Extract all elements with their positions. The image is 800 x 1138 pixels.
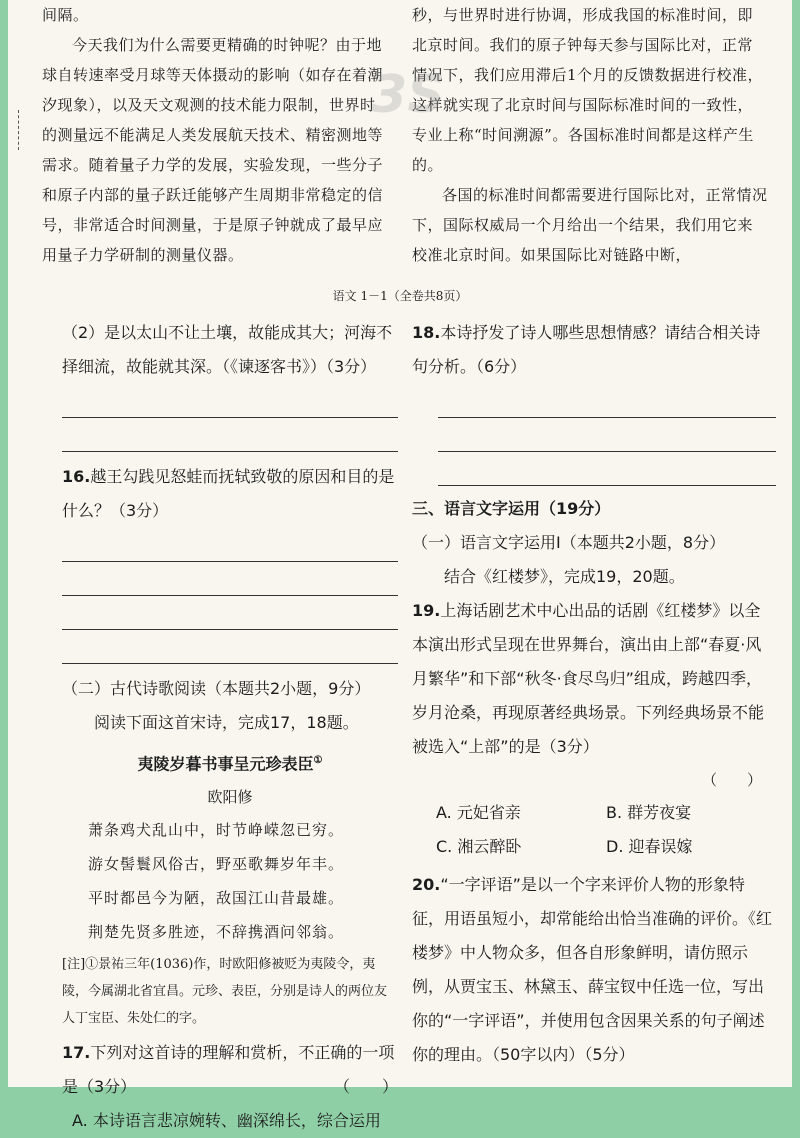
- answer-line[interactable]: [438, 452, 776, 486]
- subsection-heading: （一）语言文字运用Ⅰ（本题共2小题，8分）: [412, 533, 726, 552]
- answer-line[interactable]: [438, 384, 776, 418]
- section-intro: 阅读下面这首宋诗，完成17，18题。: [94, 713, 359, 732]
- left-column: [62, 316, 398, 1138]
- options-grid: [412, 796, 776, 864]
- poem-line: 荆楚先贤多胜迹，不辞携酒问邻翁。: [88, 923, 345, 942]
- poem-line: 平时都邑今为陋，敌国江山昔最雄。: [88, 889, 345, 908]
- question-text: 本诗抒发了诗人哪些思想情感？请结合相关诗句分析。（6分）: [412, 323, 761, 376]
- question-text: 上海话剧艺术中心出品的话剧《红楼梦》以全本演出形式呈现在世界舞台，演出由上部“春夏·风月繁华”和下部“秋冬·食尽鸟归”组成，跨越四季，岁月沧桑，再现原著经典场景。下列经典场景不能被选入“上部”的是（3分）: [412, 601, 765, 756]
- section-heading: （二）古代诗歌阅读（本题共2小题，9分）: [62, 679, 371, 698]
- section-heading: 三、语言文字运用（19分）: [412, 499, 611, 518]
- answer-line[interactable]: [62, 630, 398, 664]
- question-18: [412, 316, 776, 384]
- answer-bracket[interactable]: （ ）: [333, 1077, 398, 1097]
- binding-mark: [18, 110, 21, 150]
- option-a: A. 本诗语言悲凉婉转、幽深绵长，综合运用: [72, 1111, 381, 1131]
- question-number: 17.: [62, 1043, 91, 1063]
- passage-paragraph: 各国的标准时间都需要进行国际比对，正常情况下，国际权威局一个月给出一个结果，我们用它来校准北京时间。如果国际比对链路中断，: [412, 186, 768, 264]
- right-column: [412, 316, 776, 1072]
- question-number: 18.: [412, 323, 441, 342]
- watermark-logo: 3S: [371, 65, 445, 125]
- poem-title-text: 夷陵岁暮书事呈元珍表臣: [137, 754, 314, 774]
- question-15-2: （2）是以太山不让土壤，故能成其大；河海不择细流，故能就其深。（《谏逐客书》）（3分）: [62, 323, 393, 376]
- option-b[interactable]: B. 群芳夜宴: [606, 803, 692, 822]
- answer-line[interactable]: [438, 418, 776, 452]
- answer-line[interactable]: [62, 384, 398, 418]
- answer-line[interactable]: [62, 562, 398, 596]
- question-text: 越王勾践见怒蛙而抚轼致敬的原因和目的是什么？（3分）: [62, 467, 395, 520]
- passage-paragraph: 间隔。: [42, 6, 89, 24]
- question-17: [62, 1036, 398, 1104]
- answer-area: [412, 384, 776, 486]
- question-number: 16.: [62, 467, 91, 486]
- footnote-mark: ①: [313, 755, 323, 766]
- option-a[interactable]: A. 元妃省亲: [436, 803, 521, 822]
- question-19: [412, 594, 776, 764]
- option-c[interactable]: C. 湘云醉卧: [436, 837, 522, 856]
- section-intro: 结合《红楼梦》，完成19，20题。: [444, 567, 685, 586]
- answer-bracket[interactable]: （ ）: [701, 771, 762, 789]
- question-number: 19.: [412, 601, 441, 620]
- question-20: [412, 868, 776, 1072]
- answer-line[interactable]: [62, 596, 398, 630]
- passage-paragraph: 秒，与世界时进行协调，形成我国的标准时间，即北京时间。我们的原子钟每天参与国际比对，正常情况下，我们应用滞后1个月的反馈数据进行校准，这样就实现了北京时间与国际标准时间的一致性，专业上称“时间溯源”。各国标准时间都是这样产生的。: [412, 6, 764, 174]
- poem-author: 欧阳修: [207, 788, 253, 807]
- poem-line: 游女髻鬟风俗古，野巫歌舞岁年丰。: [88, 855, 345, 874]
- page-content: [8, 0, 792, 1131]
- passage-paragraph: 今天我们为什么需要更精确的时钟呢？由于地球自转速率受月球等天体摄动的影响（如存在着潮汐现象），以及天文观测的技术能力限制，世界时的测量远不能满足人类发展航天技术、精密测地等需求。随着量子力学的发展，实验发现，一些分子和原子内部的量子跃迁能够产生周期非常稳定的信号，非常适合时间测量，于是原子钟就成了最早应用量子力学研制的测量仪器。: [42, 36, 384, 264]
- exam-page: [8, 0, 792, 1131]
- poem-title: [62, 744, 398, 781]
- question-16: [62, 460, 398, 528]
- answer-line[interactable]: [62, 528, 398, 562]
- question-text: 下列对这首诗的理解和赏析，不正确的一项是（3分）: [62, 1043, 395, 1097]
- question-number: 20.: [412, 875, 441, 894]
- option-d[interactable]: D. 迎春误嫁: [606, 837, 693, 856]
- page-footer: 语文 1－1（全卷共8页）: [332, 289, 468, 303]
- poem-note: [注]①景祐三年(1036)作，时欧阳修被贬为夷陵令，夷陵，今属湖北省宜昌。元珍、表臣，分别是诗人的两位友人丁宝臣、朱处仁的字。: [62, 957, 388, 1027]
- answer-line[interactable]: [62, 418, 398, 452]
- question-text: “一字评语”是以一个字来评价人物的形象特征，用语虽短小，却常能给出恰当准确的评价。《红楼梦》中人物众多，但各自形象鲜明，请仿照示例，从贾宝玉、林黛玉、薛宝钗中任选一位，写出你的“一字评语”，并使用包含因果关系的句子阐述你的理由。（50字以内）（5分）: [412, 875, 773, 1064]
- poem-line: 萧条鸡犬乱山中，时节峥嵘忽已穷。: [88, 821, 345, 840]
